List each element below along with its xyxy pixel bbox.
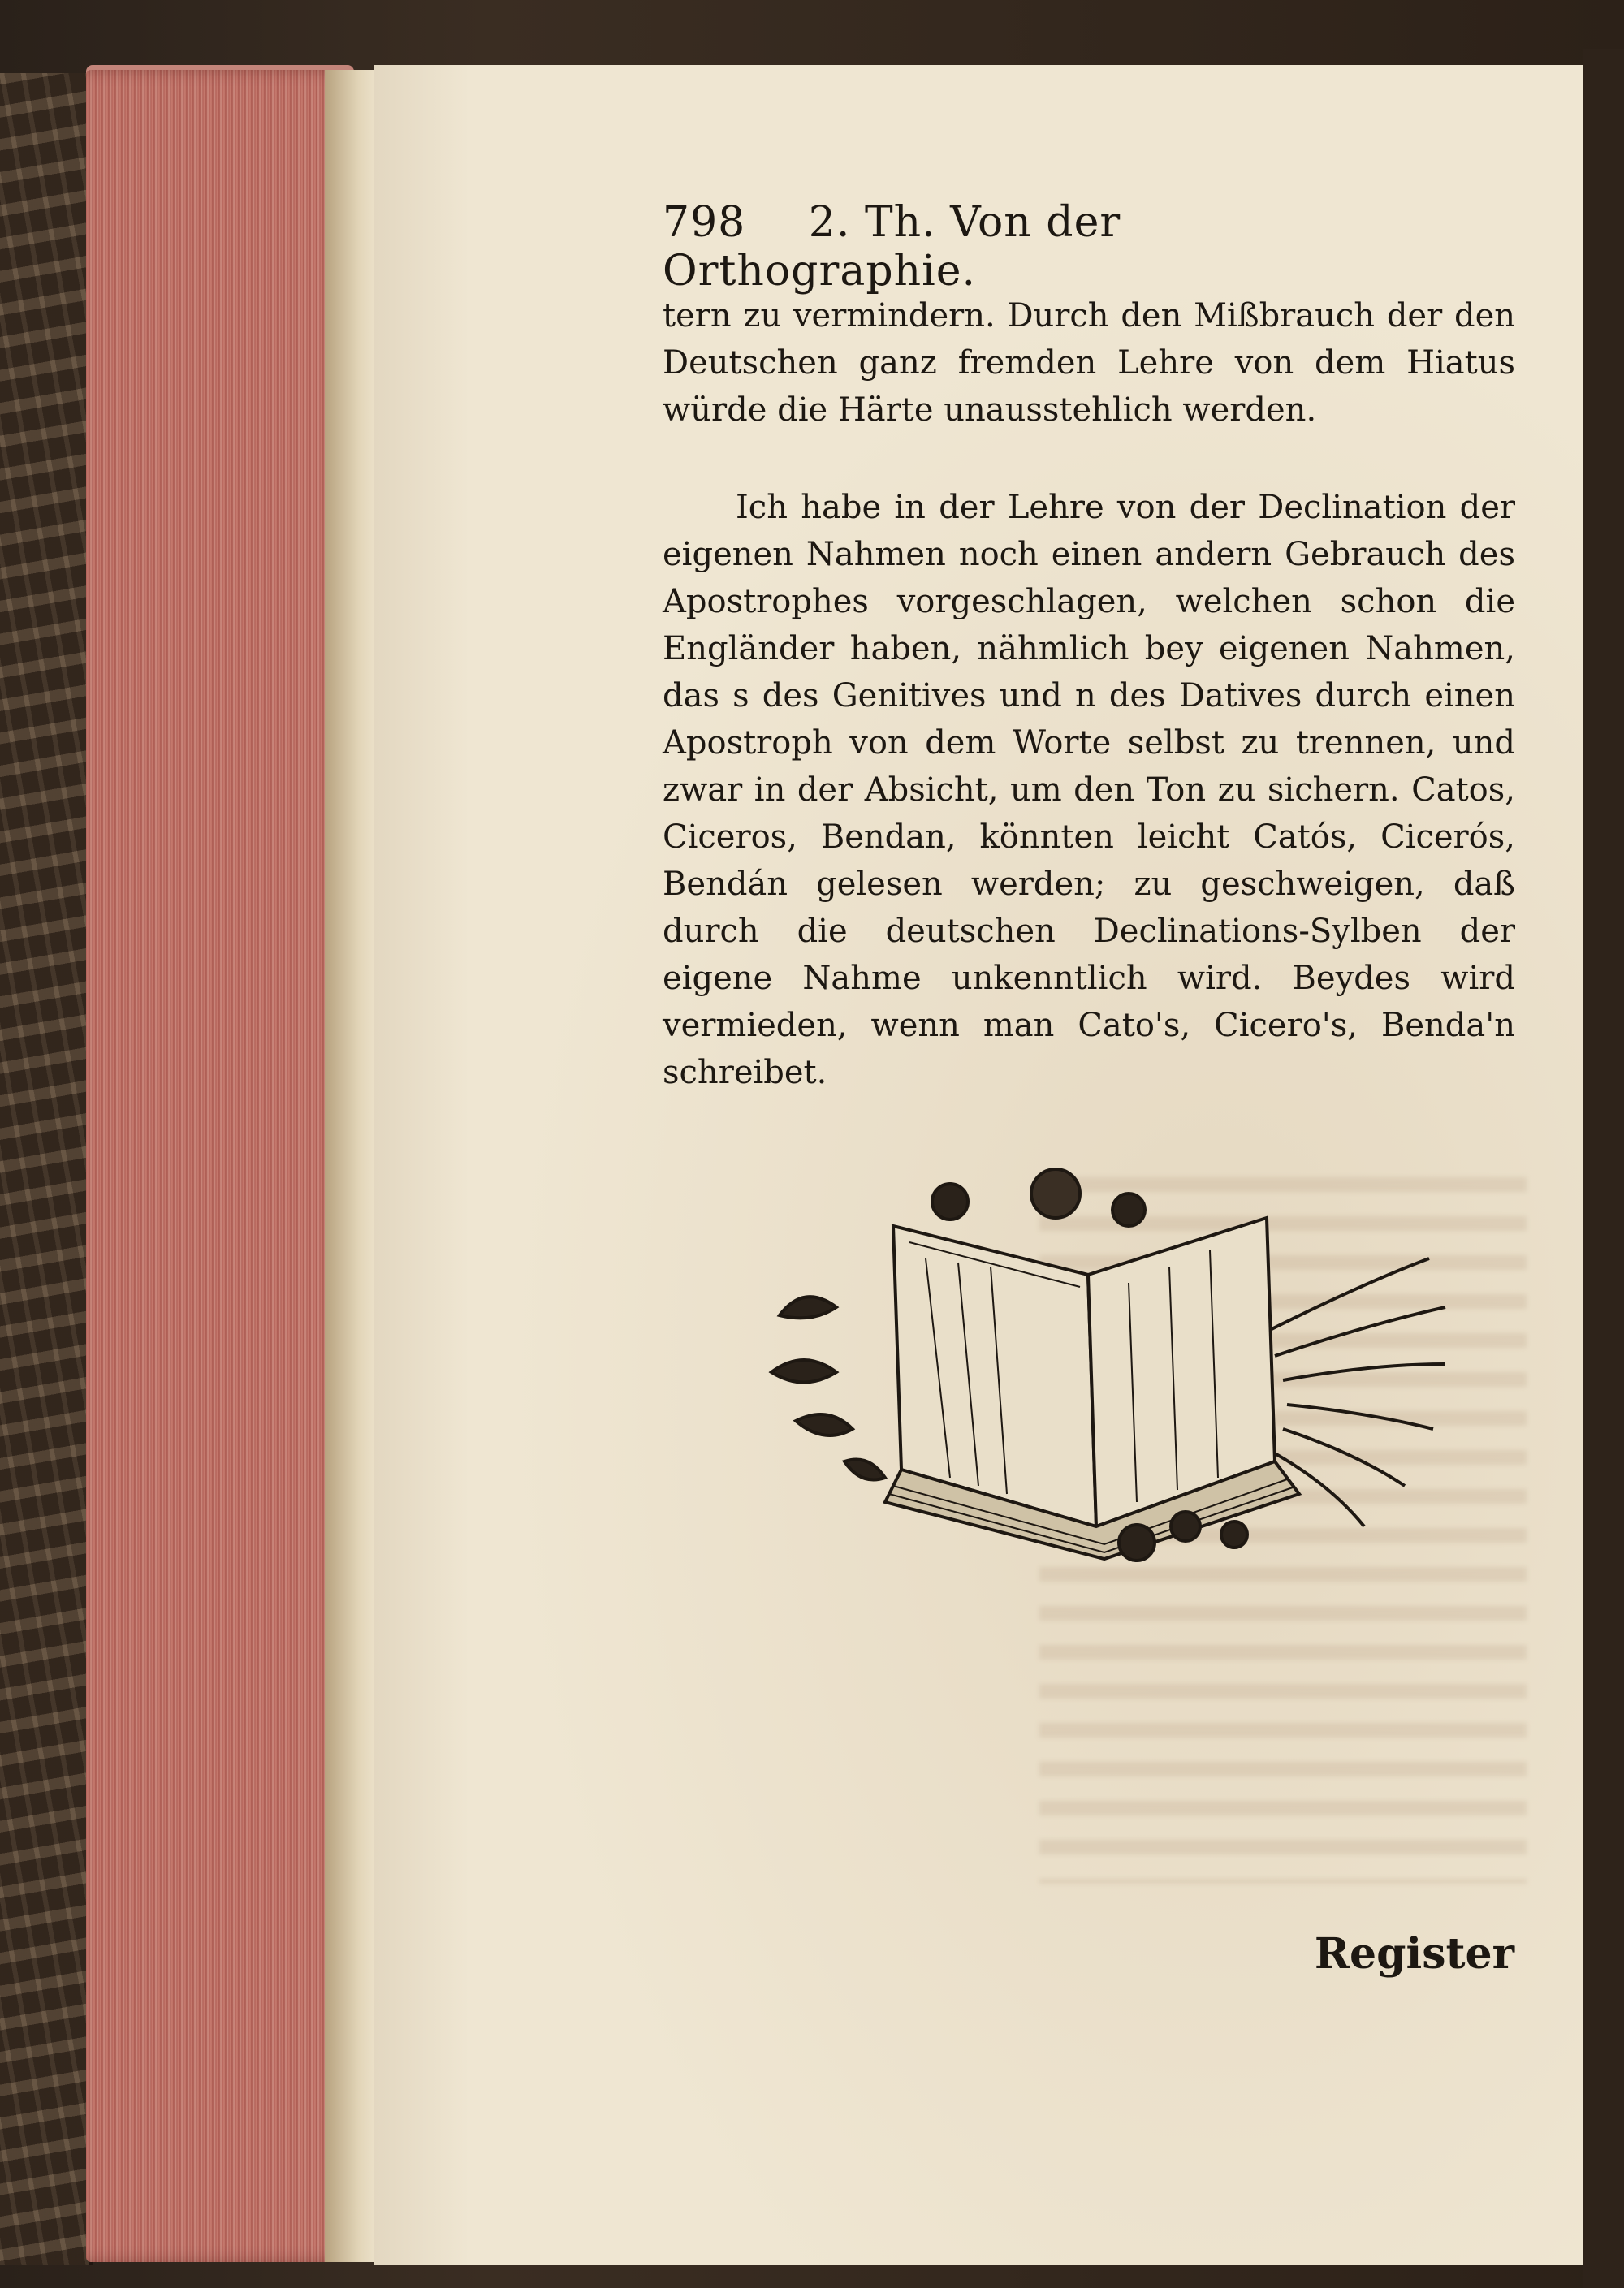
open-book-vignette-icon xyxy=(747,1153,1462,1575)
page-number: 798 xyxy=(663,198,746,247)
red-page-edges xyxy=(86,70,354,2262)
marbled-cover xyxy=(0,73,93,2265)
running-header xyxy=(663,198,1393,296)
paragraph-1: tern zu vermindern. Durch den Mißbrauch der den Deutschen ganz fremden Lehre von dem Hiatus würde die Härte unausstehlich werden. xyxy=(663,297,1515,429)
background-right xyxy=(1583,49,1624,2288)
catchword: Register xyxy=(1314,1929,1514,1979)
paragraph-2: Ich habe in der Lehre von der Declination der eigenen Nahmen noch einen andern Gebrauch des Apostrophes vorgeschlagen, welchen schon die Engländer haben, nähmlich bey eigenen Nahmen, das s des Genitives und n des Datives durch einen Apostroph von dem Worte selbst zu trennen, und zwar in der Absicht, um den Ton zu sichern. Catos, Ciceros, Bendan, könnten leicht Catós, Cicerós, Bendán gelesen werden; zu geschweigen, daß durch die deutschen Declinations-Sylben der eigene Nahme unkenntlich wird. Beydes wird vermieden, wenn man Cato's, Cicero's, Benda'n schreibet. xyxy=(663,489,1515,1091)
running-head: 2. Th. Von der Orthographie. xyxy=(663,198,1121,296)
